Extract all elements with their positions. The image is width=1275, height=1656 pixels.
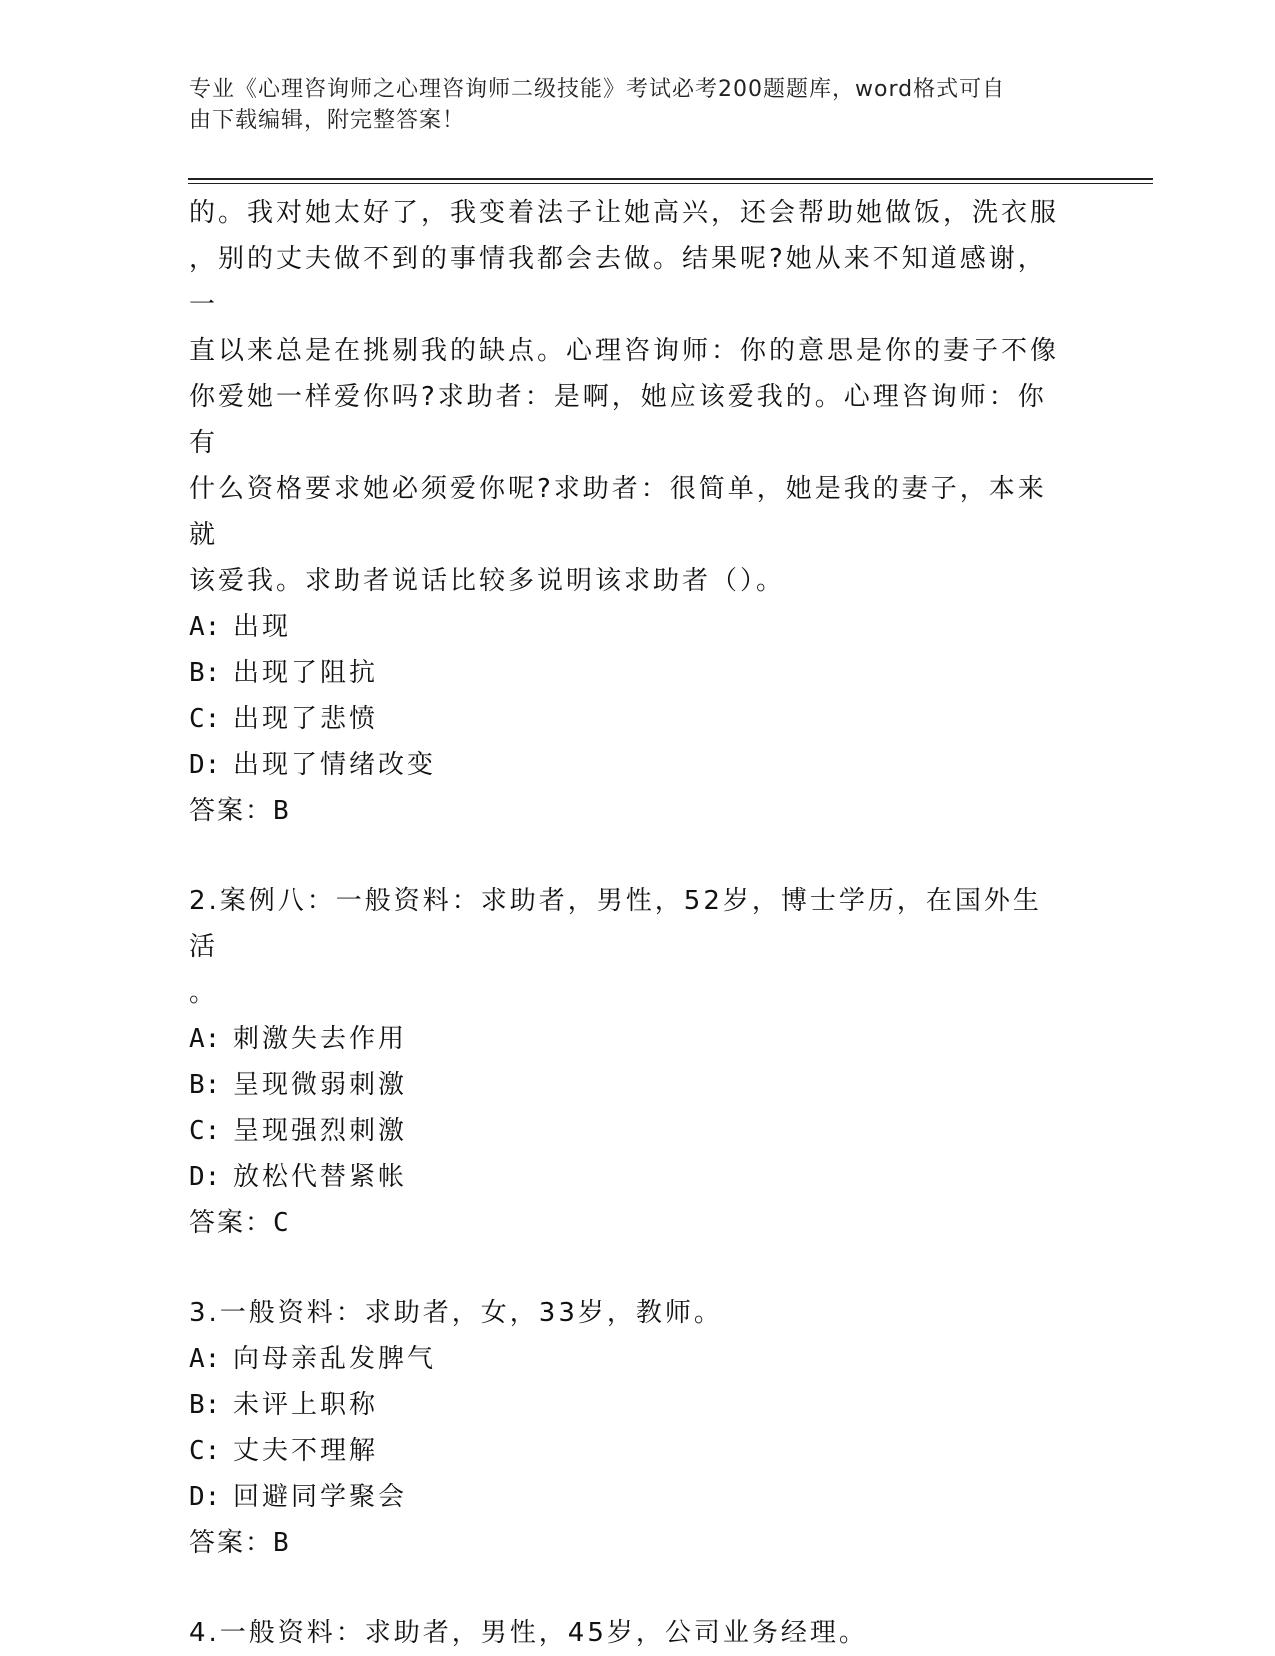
answer-line (189, 1520, 1069, 1566)
option-a (189, 604, 1069, 650)
option-label: D: (189, 1482, 221, 1512)
option-label: D: (189, 1162, 221, 1192)
question-4 (189, 1610, 1069, 1656)
option-label: B: (189, 658, 221, 688)
header-line-2: 由下载编辑，附完整答案！ (189, 108, 466, 133)
question-list (189, 190, 1069, 1656)
option-text: 向母亲乱发脾气 (233, 1344, 437, 1374)
header-divider-thin (188, 183, 1153, 184)
question-text-line: 什么资格要求她必须爱你呢?求助者：很简单，她是我的妻子，本来就 (189, 474, 1047, 550)
question-text-line: 3.一般资料：求助者，女，33岁，教师。 (189, 1298, 723, 1328)
option-label: D: (189, 750, 221, 780)
option-d (189, 1154, 1069, 1200)
option-b (189, 1382, 1069, 1428)
question-text-line: 。 (189, 978, 219, 1008)
answer-value: B (273, 1528, 291, 1558)
question-2 (189, 878, 1069, 1246)
option-a (189, 1016, 1069, 1062)
question-text-line: 该爱我。求助者说话比较多说明该求助者（）。 (189, 566, 786, 596)
option-text: 放松代替紧帐 (233, 1162, 408, 1192)
option-c (189, 1108, 1069, 1154)
option-label: C: (189, 1116, 221, 1146)
option-label: A: (189, 612, 221, 642)
option-text: 出现了悲愤 (233, 704, 379, 734)
option-b (189, 1062, 1069, 1108)
option-a (189, 1336, 1069, 1382)
option-text: 呈现强烈刺激 (233, 1116, 408, 1146)
header-line-1: 专业《心理咨询师之心理咨询师二级技能》考试必考200题题库，word格式可自 (189, 77, 1006, 102)
option-c (189, 1428, 1069, 1474)
header-divider-thick (188, 178, 1153, 180)
option-text: 出现 (233, 612, 292, 642)
option-d (189, 1474, 1069, 1520)
option-label: A: (189, 1344, 221, 1374)
option-label: A: (189, 1024, 221, 1054)
question-text-line: ，别的丈夫做不到的事情我都会去做。结果呢?她从来不知道感谢，一 (189, 244, 1047, 320)
option-c (189, 696, 1069, 742)
question-text-line: 4.一般资料：求助者，男性，45岁，公司业务经理。 (189, 1618, 868, 1648)
question-text-line: 2.案例八：一般资料：求助者，男性，52岁，博士学历，在国外生活 (189, 886, 1042, 962)
option-label: C: (189, 1436, 221, 1466)
option-text: 呈现微弱刺激 (233, 1070, 408, 1100)
question-3 (189, 1290, 1069, 1566)
option-text: 出现了阻抗 (233, 658, 379, 688)
answer-line (189, 788, 1069, 834)
question-text-line: 的。我对她太好了，我变着法子让她高兴，还会帮助她做饭，洗衣服 (189, 198, 1060, 228)
option-d (189, 742, 1069, 788)
option-b (189, 650, 1069, 696)
option-label: B: (189, 1390, 221, 1420)
option-text: 刺激失去作用 (233, 1024, 408, 1054)
option-text: 未评上职称 (233, 1390, 379, 1420)
answer-label: 答案： (189, 796, 274, 826)
answer-value: C (273, 1208, 291, 1238)
question-1 (189, 190, 1069, 834)
answer-line (189, 1200, 1069, 1246)
option-text: 出现了情绪改变 (233, 750, 437, 780)
document-header (189, 74, 1069, 136)
question-text-line: 你爱她一样爱你吗?求助者：是啊，她应该爱我的。心理咨询师：你有 (189, 382, 1047, 458)
question-text-line: 直以来总是在挑剔我的缺点。心理咨询师：你的意思是你的妻子不像 (189, 336, 1060, 366)
option-text: 丈夫不理解 (233, 1436, 379, 1466)
option-label: B: (189, 1070, 221, 1100)
option-text: 回避同学聚会 (233, 1482, 408, 1512)
answer-value: B (273, 796, 291, 826)
answer-label: 答案： (189, 1208, 274, 1238)
answer-label: 答案： (189, 1528, 274, 1558)
option-label: C: (189, 704, 221, 734)
